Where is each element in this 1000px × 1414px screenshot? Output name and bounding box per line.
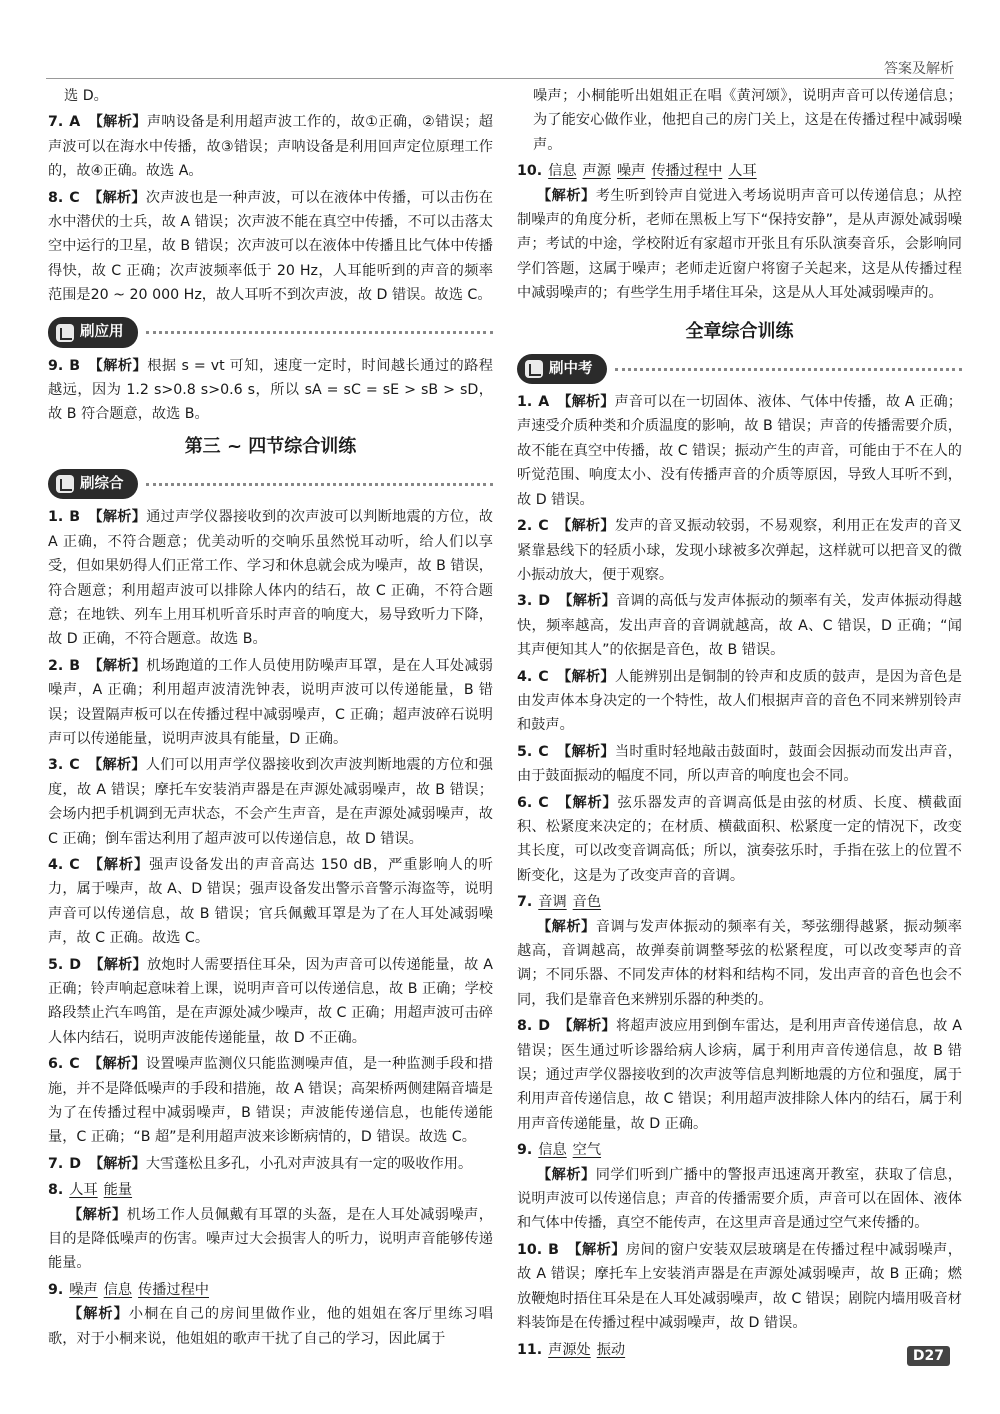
analysis-text: 声呐设备是利用超声波工作的，故①正确，②错误；超声波可以在海水中传播，故③错误；声呐设备是利用回声定位原理工作的，故④正确。故选 A。 [48,114,493,180]
item-fill-answer: 振动 [596,1341,626,1358]
analysis-text: 小桐在自己的房间里做作业，他的姐姐在客厅里练习唱歌，对于小桐来说，他姐姐的歌声干扰了自己的学习，因此属于 [48,1306,493,1347]
item-fill-answer: 音调 [538,894,567,911]
banner-dots [146,483,494,486]
analysis-tag: 【解析】 [89,1155,146,1172]
item-number: 10. [517,1241,543,1258]
analysis-text: 发声的音叉振动较弱，不易观察，利用正在发声的音叉紧靠悬线下的轻质小球，发现小球被多次弹起，这样就可以把音叉的微小振动放大，便于观察。 [517,518,962,583]
analysis-tag: 【解析】 [556,668,615,685]
pencil-icon [56,324,74,342]
analysis-tag: 【解析】 [68,1306,129,1323]
item-number: 4. [48,856,64,873]
analysis-tag: 【解析】 [88,114,147,131]
answer-item [48,110,493,183]
item-answer: D [538,593,551,610]
analysis-tag: 【解析】 [68,1206,127,1223]
item-answer: C [69,757,80,774]
section-title-3-4: 第三 ~ 四节综合训练 [184,435,357,457]
pencil-icon [56,475,74,493]
item-answer: D [69,1155,82,1172]
answer-item [517,791,962,889]
answer-item [48,1052,493,1150]
item-fill-answer: 人耳 [69,1182,98,1199]
analysis-tag: 【解析】 [87,1056,146,1073]
item-number: 6. [517,794,533,811]
item-fill-answer: 信息 [548,163,577,180]
item-answer: C [69,856,80,873]
item-fill-answer: 音色 [572,894,602,911]
answer-item [517,740,962,789]
item-answer: D [538,1018,551,1035]
analysis-tag: 【解析】 [537,918,596,935]
analysis-text: 大雪蓬松且多孔，小孔对声波具有一定的吸收作用。 [145,1155,473,1172]
banner-exam-label: 刷中考 [549,360,593,377]
analysis-tag: 【解析】 [87,856,150,873]
item-number: 3. [517,593,533,610]
item-number: 11. [517,1341,543,1358]
item-answer: C [69,1056,80,1073]
answer-item [48,654,493,752]
analysis-text: 弦乐器发声的音调高低是由弦的材质、长度、横截面积、松紧度来决定的；在材质、横截面积、松紧度一定的情况下，改变其长度，可以改变音调高低；所以，演奏弦乐时，手指在弦上的位置不断变化，这是为了改变声音的音调。 [517,794,962,884]
item-number: 7. [48,1155,64,1172]
item-answer: B [69,357,81,374]
right-column [517,84,962,1364]
banner-dots [146,331,494,334]
answer-item [517,665,962,738]
analysis-text: 同学们听到广播中的警报声迅速离开教室，获取了信息，说明声波可以传递信息；声音的传播需要介质，声音可以在固体、液体和气体中传播，真空不能传声，在这里声音是通过空气来传播的。 [517,1166,962,1232]
left-items-mid [48,354,493,427]
analysis-text: 机场工作人员佩戴有耳罩的头盔，是在人耳处减弱噪声，目的是降低噪声的伤害。噪声过大会损害人的听力，说明声音能够传递能量。 [48,1206,493,1272]
item-number: 10. [517,163,543,180]
item-answer: C [538,668,549,685]
analysis-text: 人能辨别出是铜制的铃声和皮质的鼓声，是因为音色是由发声体本身决定的一个特性，故人们根据声音的音色不同来辨别铃声和鼓声。 [517,668,962,734]
analysis-tag: 【解析】 [89,956,147,973]
item-number: 9. [517,1142,533,1159]
analysis-tag: 【解析】 [566,1241,626,1258]
item-fill-answer: 空气 [572,1142,602,1159]
item-answer: B [69,509,81,526]
item-fill-answer: 信息 [538,1142,567,1159]
item-number: 9. [48,1281,64,1298]
item-fill-answer: 传播过程中 [138,1281,209,1298]
analysis-text: 根据 s = vt 可知，速度一定时，时间越长通过的路程越远，因为 1.2 s>0.8 s>0.6 s，所以 sA = sC = sE > sB > sD，故 B 符合题意，故选 B。 [48,357,493,423]
item-answer: B [548,1241,559,1258]
analysis-tag: 【解析】 [88,509,147,526]
item-number: 4. [517,668,533,685]
banner-apply-label: 刷应用 [80,324,124,341]
item-fill-answer: 能量 [103,1182,133,1199]
banner-exam [517,354,962,384]
item-number: 7. [517,894,533,911]
answer-item [517,84,962,157]
answer-item [517,159,962,305]
answer-item [48,1278,493,1351]
item-number: 8. [48,189,64,206]
answer-item [48,953,493,1051]
analysis-tag: 【解析】 [556,743,615,760]
item-number: 3. [48,757,64,774]
item-number: 5. [48,956,64,973]
analysis-tag: 【解析】 [87,757,146,774]
item-answer: C [538,743,549,760]
left-items-bottom [48,505,493,1351]
analysis-text: 机场跑道的工作人员使用防噪声耳罩，是在人耳处减弱噪声，A 正确；利用超声波清洗钟表，说明声波可以传递能量，B 错误；设置隔声板可以在传播过程中减弱噪声，C 正确；超声波碎石说明声可以传递能量，说明声波具有能量，D 正确。 [48,657,493,747]
analysis-text: 将超声波应用到倒车雷达，是利用声音传递信息，故 A 错误；医生通过听诊器给病人诊病，属于利用声音传递信息，故 B 错误；通过声学仪器接收到的次声波等信息判断地震的方位和强度，属于利用声音传递信息，故 C 错误；利用超声波排除人体内的结石，属于利用声音传递能量，故 D 正确。 [517,1018,962,1132]
analysis-tag: 【解析】 [556,518,615,535]
answer-item [517,514,962,587]
analysis-tag: 【解析】 [557,394,615,411]
analysis-tag: 【解析】 [558,593,616,610]
page-number: D27 [907,1346,950,1366]
answer-item [48,84,493,108]
analysis-tag: 【解析】 [88,657,147,674]
analysis-text: 音调的高低与发声体振动的频率有关，发声体振动得越快，频率越高，发出声音的音调就越高，故 A、C 错误，D 正确；“闻其声便知其人”的依据是音色，故 B 错误。 [517,593,962,659]
analysis-tag: 【解析】 [556,794,618,811]
answer-item [48,753,493,851]
item-answer: C [538,518,549,535]
answer-item [517,589,962,662]
section-title-chapter: 全章综合训练 [685,320,794,342]
analysis-tag: 【解析】 [537,187,596,204]
pencil-icon [525,360,543,378]
answer-item [48,186,493,308]
item-fill-answer: 传播过程中 [651,163,723,180]
answer-item [48,505,493,651]
header-title: 答案及解析 [884,61,954,77]
item-number: 2. [48,657,64,674]
header-divider [46,78,954,79]
item-number: 7. [48,114,64,131]
item-fill-answer: 噪声 [616,163,646,180]
analysis-text: 次声波也是一种声波，可以在液体中传播，可以击伤在水中潜伏的士兵，故 A 错误；次声波不能在真空中传播，不可以击落太空中运行的卫星，故 B 错误；次声波可以在液体中传播且比气体中传播得快，故 C 正确；次声波频率低于 20 Hz，人耳能听到的声音的频率范围是20 ~ 20 000 Hz，故人耳听不到次声波，故 D 错误。故选 C。 [48,189,493,304]
item-number: 9. [48,357,64,374]
item-answer: A [69,114,81,131]
analysis-tag: 【解析】 [87,189,146,206]
item-number: 1. [48,509,64,526]
item-answer: C [538,794,549,811]
banner-dots [615,368,963,371]
analysis-text: 人们可以用声学仪器接收到次声波判断地震的方位和强度，故 A 错误；摩托车安装消声器是在声源处减弱噪声，故 B 错误；会场内把手机调到无声状态，不会产生声音，是在声源处减弱噪声，故 C 正确；倒车雷达利用了超声波可以传递信息，故 D 错误。 [48,757,493,847]
item-answer: A [538,394,550,411]
analysis-text: 设置噪声监测仪只能监测噪声值，是一种监测手段和措施，并不是降低噪声的手段和措施，故 A 错误；高架桥两侧建隔音墙是为了在传播过程中减弱噪声，B 错误；声波能传递信息，也能传递能量，C 正确；“B 超”是利用超声波来诊断病情的，D 错误。故选 C。 [48,1056,493,1146]
answer-item [48,1178,493,1276]
item-answer: B [69,657,81,674]
analysis-tag: 【解析】 [537,1166,596,1183]
analysis-text: 音调与发声体振动的频率有关，琴弦绷得越紧，振动频率越高，音调越高，故弹奏前调整琴弦的松紧程度，可以改变琴声的音调；不同乐器、不同发声体的材料和结构不同，发出声音的音色也会不同，我们是靠音色来辨别乐器的种类的。 [517,918,962,1008]
analysis-text: 房间的窗户安装双层玻璃是在传播过程中减弱噪声，故 A 错误；摩托车上安装消声器是在声源处减弱噪声，故 B 正确；燃放鞭炮时捂住耳朵是在人耳处减弱噪声，故 C 错误；剧院内墙用吸音材料装饰是在传播过程中减弱噪声，故 D 错误。 [517,1241,962,1332]
item-fill-answer: 噪声 [69,1281,98,1298]
banner-apply [48,318,493,348]
answer-item [517,1338,962,1362]
item-number: 8. [48,1182,64,1199]
answer-item [48,1152,493,1176]
item-answer: C [69,189,80,206]
item-fill-answer: 信息 [103,1281,133,1298]
analysis-text: 通过声学仪器接收到的次声波可以判断地震的方位，故 A 正确，不符合题意；优美动听的交响乐虽然悦耳动听，给人们以享受，但如果奶得人们正常工作、学习和休息就会成为噪声，故 B 错误，符合题意；利用超声波可以排除人体内的结石，故 C 正确，不符合题意；在地铁、列车上用耳机听音乐时声音的响度大，易导致听力下降，故 D 正确，不符合题意。故选 B。 [48,509,493,648]
answer-item [517,1238,962,1336]
item-answer: D [69,956,82,973]
item-number: 6. [48,1056,64,1073]
item-fill-answer: 人耳 [728,163,757,180]
right-items-top [517,84,962,306]
answer-item [517,890,962,1012]
answer-item [517,1014,962,1136]
item-number: 2. [517,518,533,535]
analysis-text: 声音可以在一切固体、液体、气体中传播，故 A 正确；声速受介质种类和介质温度的影响，故 B 错误；声音的传播需要介质，故不能在真空中传播，故 C 错误；振动产生的声音，可能由于不在人的听觉范围、响度太小、没有传播声音的介质等原因，导致人耳听不到，故 D 错误。 [517,394,962,508]
left-items-top [48,84,493,308]
item-number: 8. [517,1018,533,1035]
item-fill-answer: 声源处 [548,1341,591,1358]
answer-item [48,354,493,427]
analysis-text: 选 D。 [64,88,108,104]
banner-comprehensive-label: 刷综合 [80,476,124,493]
analysis-tag: 【解析】 [88,357,148,374]
item-number: 5. [517,743,533,760]
analysis-text: 强声设备发出的声音高达 150 dB，严重影响人的听力，属于噪声，故 A、D 错误；强声设备发出警示音警示海盗等，说明声音可以传递信息，故 B 错误；官兵佩戴耳罩是为了在人耳处减弱噪声，故 C 正确。故选 C。 [48,856,493,947]
item-number: 1. [517,394,533,411]
right-items-bottom [517,390,962,1362]
item-fill-answer: 声源 [582,163,611,180]
analysis-text: 考生听到铃声自觉进入考场说明声音可以传递信息；从控制噪声的角度分析，老师在黑板上写下“保持安静”，是从声源处减弱噪声；考试的中途，学校附近有家超市开张且有乐队演奏音乐，会影响同学们答题，这属于噪声；老师走近窗户将窗子关起来，这是从传播过程中减弱噪声的；有些学生用手堵住耳朵，这是从人耳处减弱噪声的。 [517,187,962,302]
analysis-text: 当时重时轻地敲击鼓面时，鼓面会因振动而发出声音，由于鼓面振动的幅度不同，所以声音的响度也会不同。 [517,743,962,785]
answer-item [48,853,493,951]
analysis-tag: 【解析】 [558,1018,616,1035]
analysis-text: 噪声；小桐能听出姐姐正在唱《黄河颂》，说明声音可以传递信息；为了能安心做作业，他把自己的房门关上，这是在传播过程中减弱噪声。 [533,88,962,153]
analysis-text: 放炮时人需要捂住耳朵，因为声音可以传递能量，故 A 正确；铃声响起意味着上课，说明声音可以传递信息，故 B 正确；学校路段禁止汽车鸣笛，是在声源处减少噪声，故 C 正确；用超声波可击碎人体内结石，说明声波能传递能量，故 D 不正确。 [48,956,493,1046]
answer-item [517,390,962,512]
left-column [48,84,493,1353]
answer-item [517,1138,962,1236]
banner-comprehensive [48,469,493,499]
